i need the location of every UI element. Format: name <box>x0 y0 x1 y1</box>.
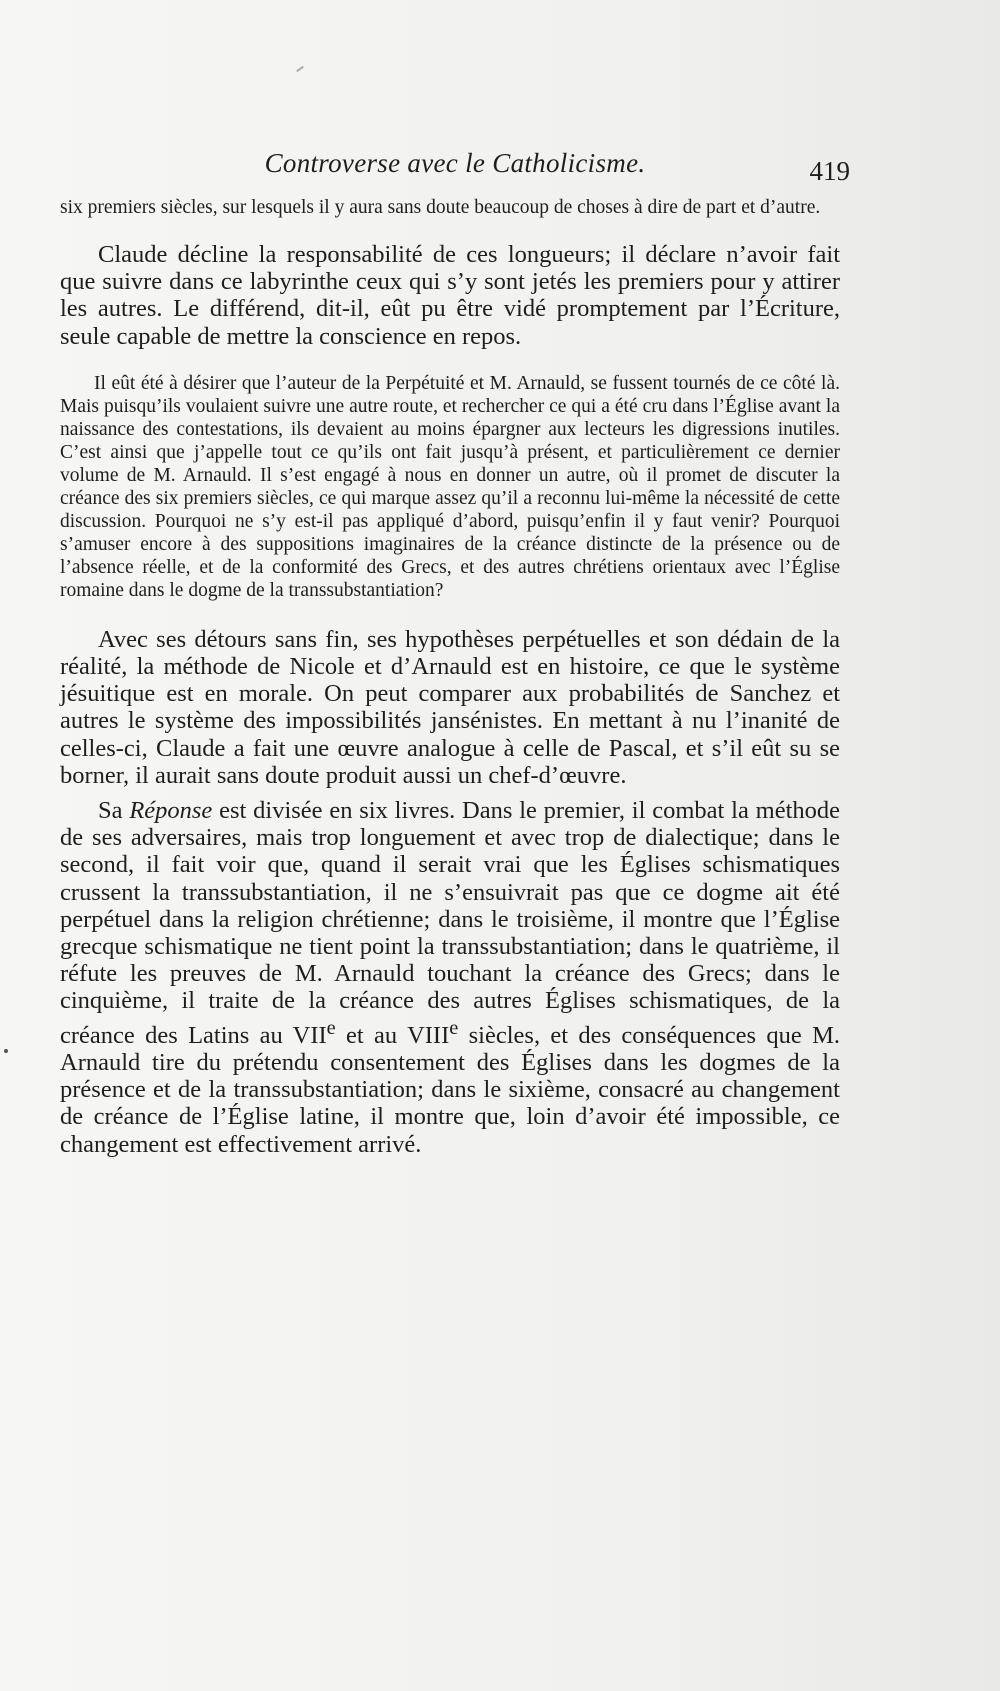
text-run: est divisée en six livres. Dans le premier, il combat la méthode de ses adversaires, mais trop longuement et avec trop de dialectique; dans le second, il fait voir que, quand il serait vrai que les Églises schismatiques crussent la transsubstantiation, il ne s’ensuivrait pas que ce dogme ait été perpétuel dans la religion chrétienne; dans le troisième, il montre que l’Église grecque schismatique ne tient point la transsubstantiation; dans le quatrième, il réfute les preuves de M. Arnauld touchant la créance des Grecs; dans le cinquième, il traite de la créance des autres Églises schismatiques, de la créance des Latins au VII <box>60 797 841 1049</box>
page-number: 419 <box>809 156 850 186</box>
block-quote: Il eût été à désirer que l’auteur de la Perpétuité et M. Arnauld, se fussent tournés de ce côté là. Mais puisqu’ils voulaient suivre une autre route, et rechercher ce qui a été cru dans l’Église avant la naissance des contestations, ils devaient au moins épargner aux lecteurs les digressions inutiles. C’est ainsi que j’appelle tout ce qu’ils ont fait jusqu’à présent, et particulièrement ce dernier volume de M. Arnauld. Il s’est engagé à nous en donner un autre, où il promet de discuter la créance des six premiers siècles, ce qui marque assez qu’il a reconnu lui-même la nécessité de cette discussion. Pourquoi ne s’y est-il pas appliqué d’abord, puisqu’enfin il y faut venir? Pourquoi s’amuser encore à des suppositions imaginaires de la créance distincte de la présence ou de l’absence réelle, et de la conformité des Grecs, et des autres chrétiens orientaux avec l’Église romaine dans le dogme de la transsubstantiation? <box>60 372 840 601</box>
text-run: et au VIII <box>335 1021 450 1049</box>
running-title: Controverse avec le Catholicisme. <box>264 148 646 178</box>
text-run: siècles, et des conséquences que M. Arnauld tire du prétendu consentement des Églises dans les dogmes de la présence et de la transsubstantiation; dans le sixième, consacré au changement de créance de l’Église latine, il montre que, loin d’avoir été impossible, ce changement est effectivement arrivé. <box>60 1021 840 1158</box>
superscript: e <box>449 1016 459 1039</box>
body-paragraph <box>60 797 840 1158</box>
work-title: Réponse <box>129 797 213 825</box>
page-header <box>60 148 850 188</box>
page-body <box>60 196 840 1158</box>
superscript: e <box>326 1016 336 1039</box>
quote-continuation: six premiers siècles, sur lesquels il y aura sans doute beaucoup de choses à dire de part et d’autre. <box>60 197 821 218</box>
print-mark <box>4 1049 8 1053</box>
print-mark <box>296 66 304 72</box>
body-paragraph: Avec ses détours sans fin, ses hypothèses perpétuelles et son dédain de la réalité, la méthode de Nicole et d’Arnauld est en histoire, ce que le système jésuitique est en morale. On peut comparer aux probabilités de Sanchez et autres le système des impossibilités jansénistes. En mettant à nu l’inanité de celles-ci, Claude a fait une œuvre analogue à celle de Pascal, et s’il eût su se borner, il aurait sans doute produit aussi un chef-d’œuvre. <box>60 625 840 789</box>
body-paragraph: Claude décline la responsabilité de ces longueurs; il déclare n’avoir fait que suivre dans ce labyrinthe ceux qui s’y sont jetés les premiers pour y attirer les autres. Le différend, dit-il, eût pu être vidé promptement par l’Écriture, seule capable de mettre la conscience en repos. <box>60 241 840 350</box>
text-run: Sa <box>98 797 130 825</box>
